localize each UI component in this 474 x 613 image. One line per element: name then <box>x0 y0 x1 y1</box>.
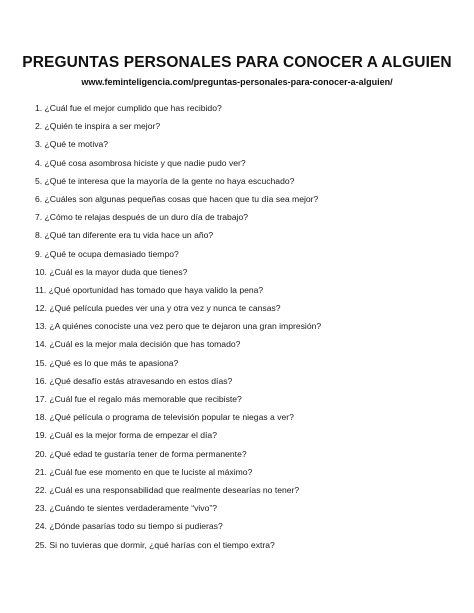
source-url: www.feminteligencia.com/preguntas-personales-para-conocer-a-alguien/ <box>81 77 393 87</box>
question-item: 24. ¿Dónde pasarías todo su tiempo si pudieras? <box>35 521 223 532</box>
question-item: 1. ¿Cuál fue el mejor cumplido que has recibido? <box>35 103 222 113</box>
question-item: 8. ¿Qué tan diferente era tu vida hace un año? <box>35 230 214 241</box>
question-item: 13. ¿A quiénes conociste una vez pero que te dejaron una gran impresión? <box>35 321 322 332</box>
question-item: 5. ¿Qué te interesa que la mayoría de la gente no haya escuchado? <box>35 175 295 186</box>
question-item: 18. ¿Qué película o programa de televisión popular te niegas a ver? <box>35 412 294 423</box>
question-item: 21. ¿Cuál fue ese momento en que te luciste al máximo? <box>35 466 253 477</box>
question-item: 9. ¿Qué te ocupa demasiado tiempo? <box>35 248 179 259</box>
question-item: 4. ¿Qué cosa asombrosa hiciste y que nadie pudo ver? <box>35 157 246 168</box>
question-item: 11. ¿Qué oportunidad has tomado que haya valido la pena? <box>35 284 264 295</box>
question-item: 16. ¿Qué desafío estás atravesando en estos días? <box>35 375 233 386</box>
question-item: 19. ¿Cuál es la mejor forma de empezar el día? <box>35 430 217 441</box>
question-item: 2. ¿Quién te inspira a ser mejor? <box>35 121 161 132</box>
page-title: PREGUNTAS PERSONALES PARA CONOCER A ALGUIEN <box>22 54 452 71</box>
question-item: 10. ¿Cuál es la mayor duda que tienes? <box>35 266 188 277</box>
question-item: 17. ¿Cuál fue el regalo más memorable que recibiste? <box>35 394 242 404</box>
question-item: 22. ¿Cuál es una responsabilidad que realmente desearías no tener? <box>35 484 300 495</box>
question-item: 23. ¿Cuándo te sientes verdaderamente “vivo”? <box>35 503 218 514</box>
question-item: 25. Si no tuvieras que dormir, ¿qué harías con el tiempo extra? <box>35 539 275 550</box>
question-item: 14. ¿Cuál es la mejor mala decisión que has tomado? <box>35 339 241 350</box>
question-item: 7. ¿Cómo te relajas después de un duro día de trabajo? <box>35 212 249 223</box>
question-item: 15. ¿Qué es lo que más te apasiona? <box>35 357 179 368</box>
question-list <box>35 99 445 554</box>
question-item: 6. ¿Cuáles son algunas pequeñas cosas que hacen que tu día sea mejor? <box>35 193 319 204</box>
question-item: 20. ¿Qué edad te gustaría tener de forma permanente? <box>35 448 247 459</box>
question-item: 3. ¿Qué te motiva? <box>35 139 109 150</box>
question-item: 12. ¿Qué película puedes ver una y otra vez y nunca te cansas? <box>35 303 281 314</box>
